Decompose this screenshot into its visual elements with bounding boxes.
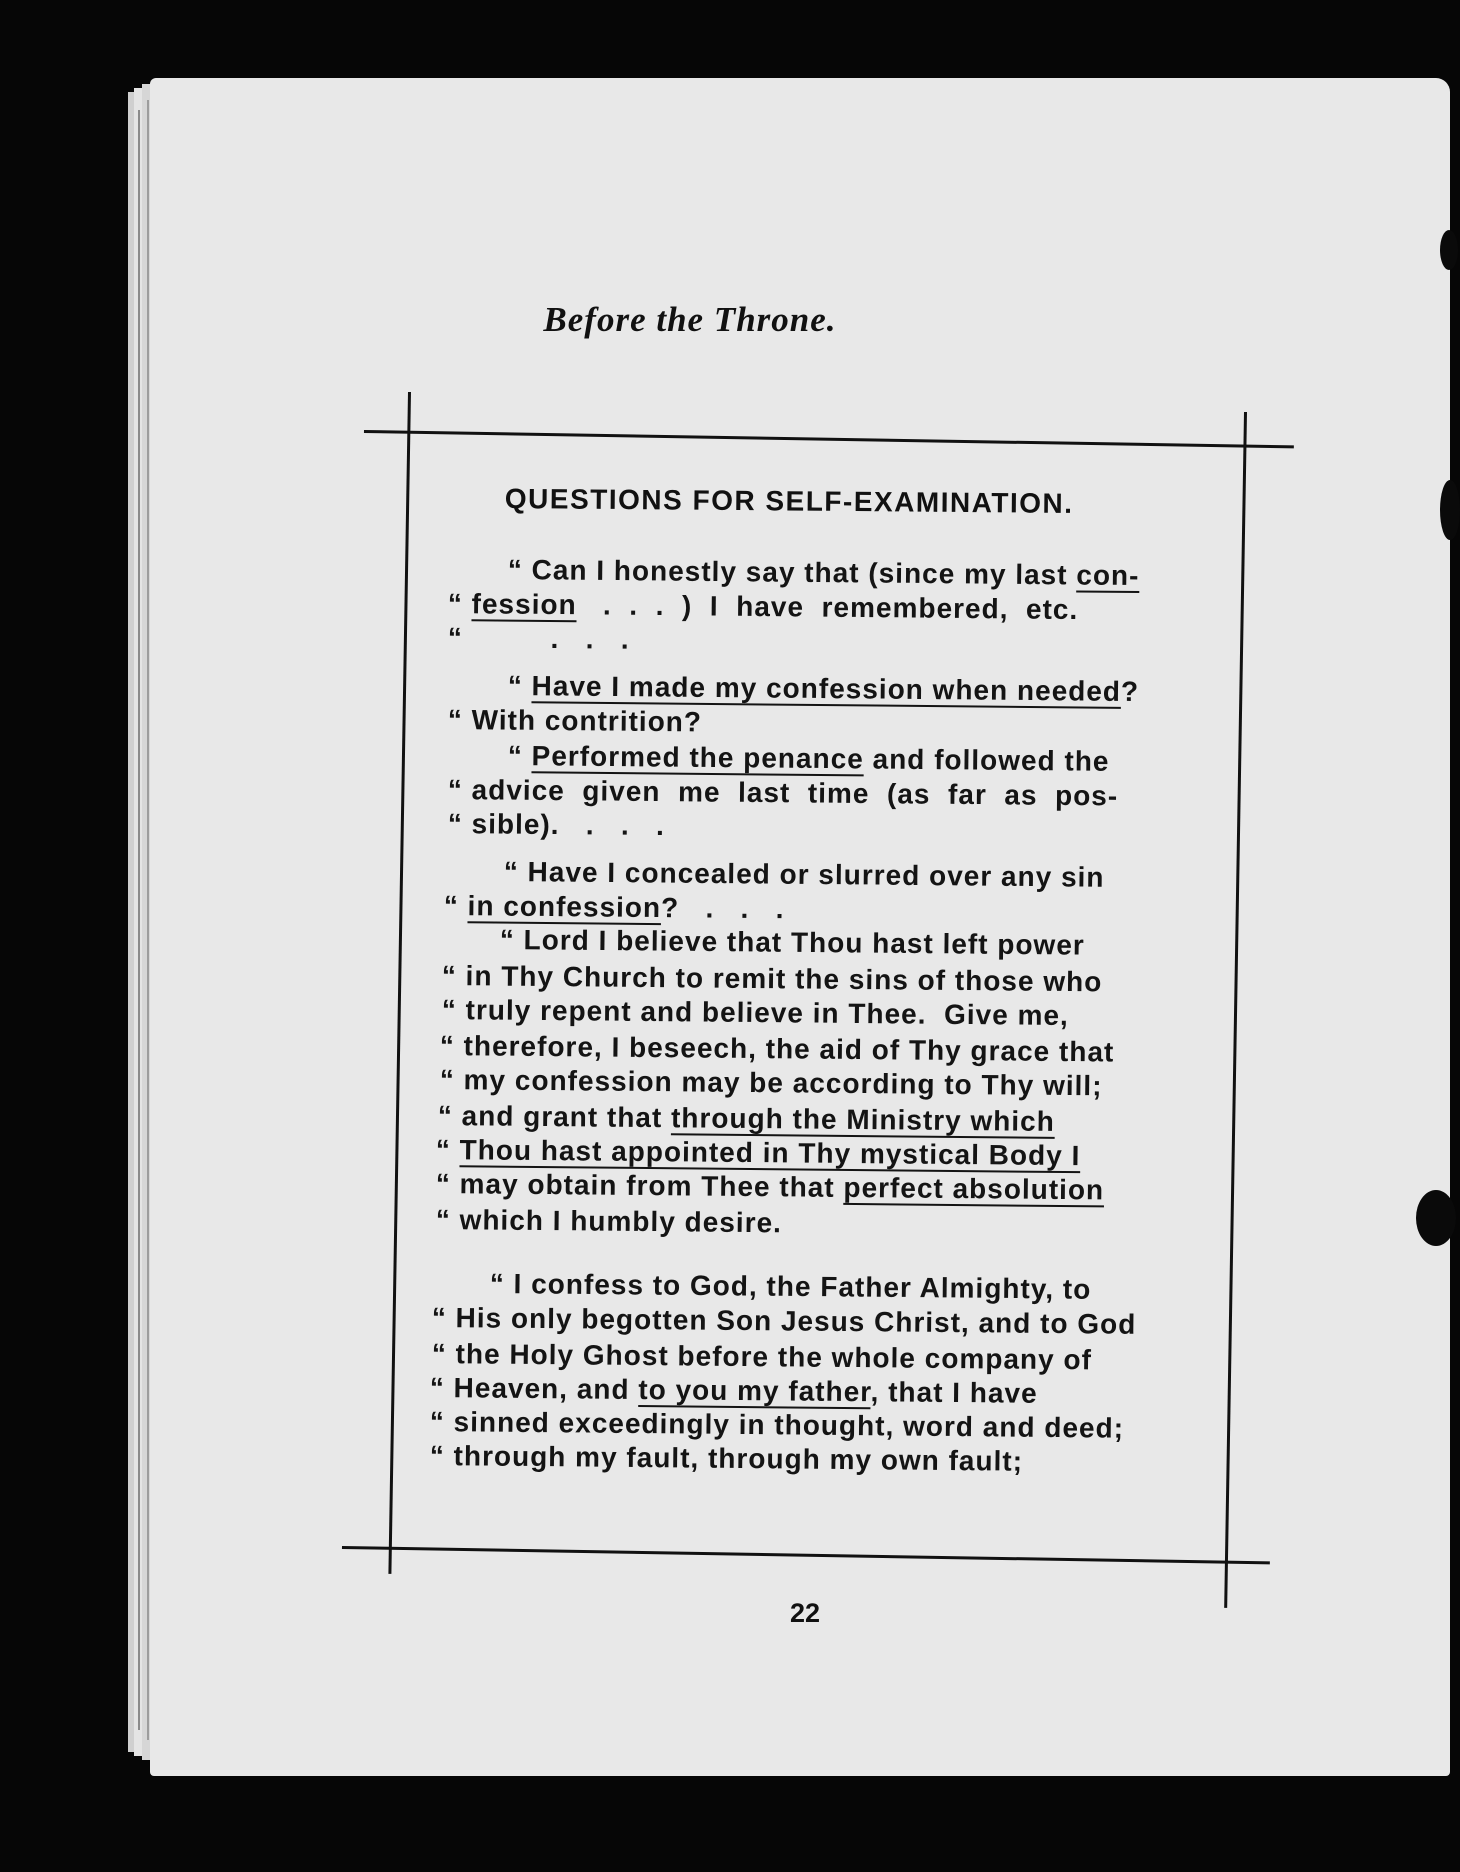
- text-segment: , that I have: [870, 1376, 1038, 1409]
- text-segment: “ my confession may be according to Thy will;: [439, 1064, 1103, 1102]
- text-line: [448, 808, 665, 842]
- text-segment: “ may obtain from Thee that: [435, 1168, 844, 1203]
- text-line: [508, 554, 1140, 592]
- text-segment: “: [443, 890, 468, 922]
- text-segment: “ . . .: [447, 622, 630, 655]
- text-line: [444, 890, 785, 925]
- text-line: [508, 670, 1140, 708]
- underlined-text: through the Ministry which: [670, 1102, 1055, 1137]
- text-line: [432, 1338, 1092, 1376]
- text-line: [440, 1064, 1103, 1102]
- text-segment: “ Lord I believe that Thou hast left power: [499, 924, 1085, 961]
- text-segment: “ through my fault, through my own fault;: [429, 1440, 1024, 1477]
- text-segment: “ in Thy Church to remit the sins of those who: [441, 960, 1103, 998]
- text-line: [438, 1100, 1055, 1138]
- text-segment: “ With contrition?: [447, 704, 703, 738]
- text-segment: “: [435, 1134, 460, 1166]
- text-segment: “ and grant that: [437, 1100, 672, 1134]
- page-number: 22: [789, 1598, 821, 1628]
- text-segment: “ Have I concealed or slurred over any sin: [503, 856, 1105, 893]
- text-line: [436, 1204, 782, 1239]
- text-line: [448, 588, 1079, 626]
- underlined-text: fession: [471, 588, 577, 621]
- text-line: [508, 740, 1110, 778]
- text-segment: “ which I humbly desire.: [435, 1204, 783, 1239]
- text-segment: “ truly repent and believe in Thee. Give me,: [441, 994, 1069, 1032]
- text-segment: “ sinned exceedingly in thought, word and deed;: [429, 1406, 1125, 1444]
- text-line: [436, 1168, 1105, 1206]
- text-segment: “ I confess to God, the Father Almighty, to: [489, 1268, 1092, 1305]
- underlined-text: to you my father: [638, 1374, 871, 1408]
- text-segment: “ the Holy Ghost before the whole company of: [431, 1338, 1093, 1376]
- text-segment: “ sible). . . .: [447, 808, 666, 842]
- text-line: [440, 1030, 1115, 1068]
- text-segment: “ Can I honestly say that (since my last: [507, 554, 1077, 591]
- text-segment: ? . . .: [660, 892, 785, 925]
- text-segment: “ His only begotten Son Jesus Christ, and to God: [431, 1302, 1137, 1340]
- text-line: [442, 994, 1069, 1032]
- text-line: [436, 1134, 1081, 1172]
- underlined-text: con-: [1076, 559, 1140, 592]
- text-segment: “: [447, 588, 472, 620]
- text-line: [500, 924, 1085, 962]
- text-line: [442, 960, 1103, 998]
- text-segment: ?: [1120, 675, 1140, 708]
- text-segment: “ advice given me last time (as far as pos-: [447, 774, 1119, 812]
- text-segment: . . . ) I have remembered, etc.: [576, 589, 1079, 626]
- text-segment: and followed the: [863, 743, 1110, 777]
- text-line: [430, 1440, 1023, 1478]
- text-line: [432, 1302, 1137, 1341]
- text-line: [430, 1372, 1038, 1410]
- text-line: [448, 774, 1119, 812]
- text-segment: “: [507, 670, 532, 702]
- text-line: [504, 856, 1105, 894]
- underlined-text: Performed the penance: [531, 740, 864, 775]
- underlined-text: in confession: [467, 890, 662, 924]
- running-head: Before the Throne.: [543, 300, 837, 339]
- text-line: [430, 1406, 1124, 1445]
- underlined-text: perfect absolution: [843, 1171, 1105, 1206]
- text-line: [490, 1268, 1092, 1306]
- text-segment: “: [507, 740, 532, 772]
- text-segment: “ Heaven, and: [429, 1372, 639, 1406]
- text-segment: “ therefore, I beseech, the aid of Thy grace that: [439, 1030, 1115, 1068]
- underlined-text: Thou hast appointed in Thy mystical Body I: [459, 1134, 1081, 1172]
- text-line: [448, 622, 630, 656]
- underlined-text: Have I made my confession when needed: [531, 670, 1122, 707]
- section-heading: QUESTIONS FOR SELF-EXAMINATION.: [504, 483, 1074, 519]
- text-line: [448, 704, 702, 738]
